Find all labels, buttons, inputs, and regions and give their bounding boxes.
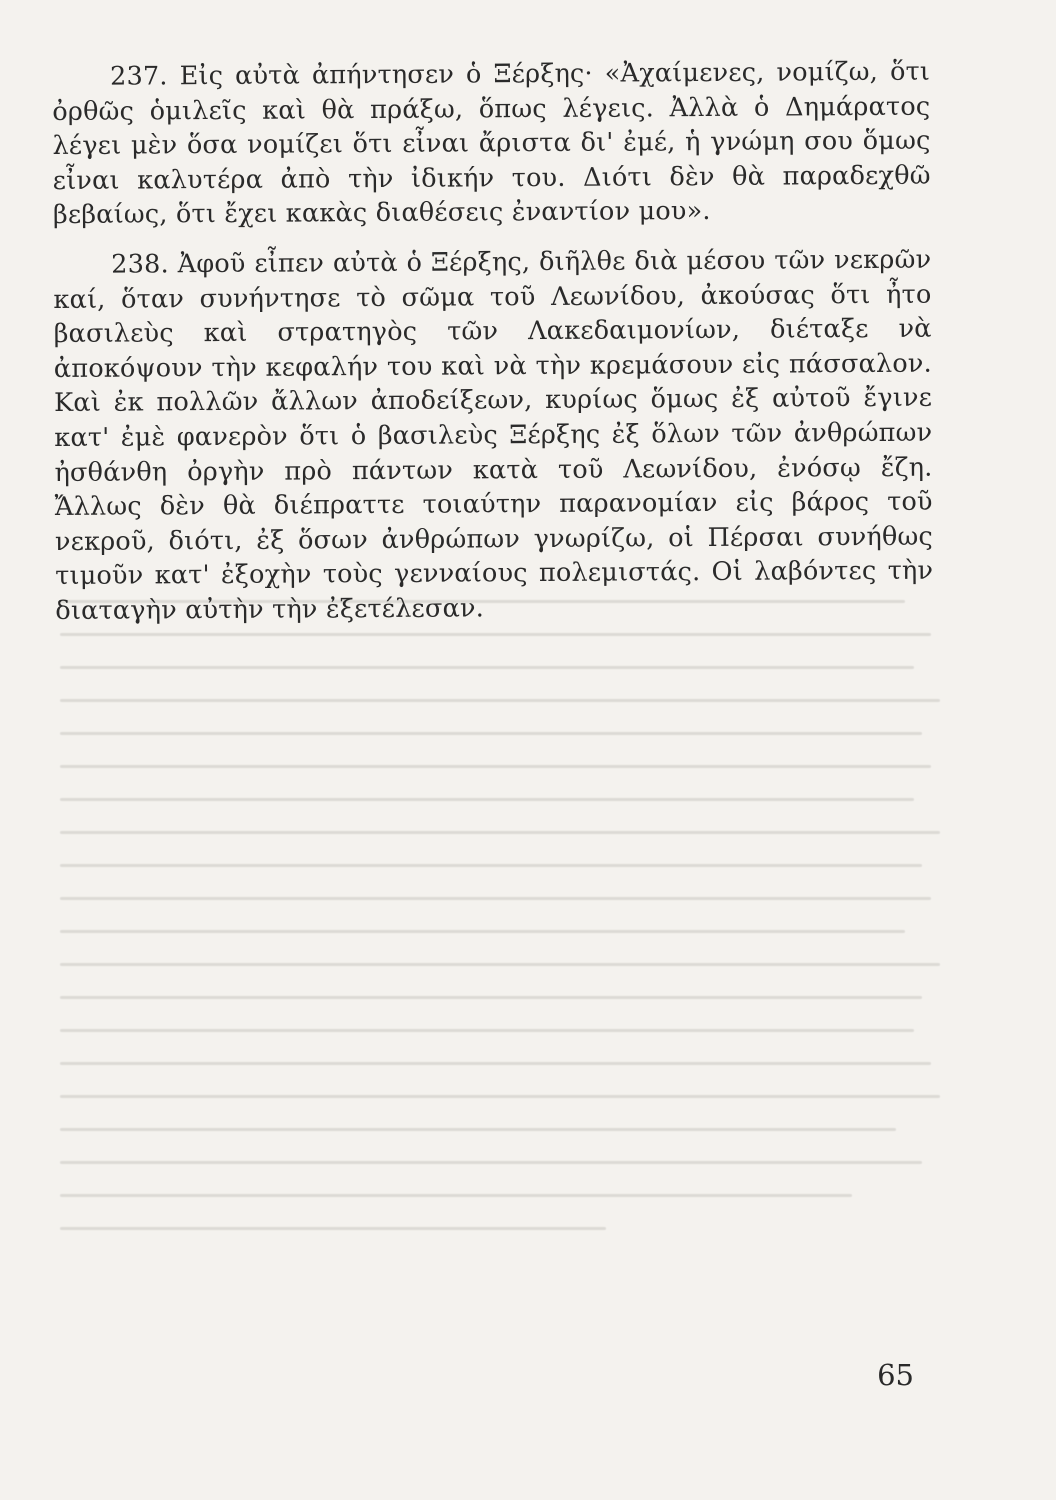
paragraph-text: Εἰς αὐτὰ ἀπήντησεν ὁ Ξέρξης· «Ἀχαίμενες, νομίζω, ὅτι ὀρθῶς ὁμιλεῖς καὶ θὰ πράξω, ὅπως λέγεις. Ἀλλὰ ὁ Δημάρατος λέγει μὲν ὅσα νομίζει ὅτι εἶναι ἄριστα δι' ἐμέ, ἡ γνώμη σου ὅμως εἶναι καλυτέρα ἀπὸ τὴν ἰδικήν του. Διότι δὲν θὰ παραδεχθῶ βεβαίως, ὅτι ἔχει κακὰς διαθέσεις ἐναντίον μου». xyxy=(52,56,931,231)
show-through-text xyxy=(60,600,940,1320)
body-text xyxy=(52,55,934,644)
paragraph-text: Ἀφοῦ εἶπεν αὐτὰ ὁ Ξέρξης, διῆλθε διὰ μέσου τῶν νεκρῶν καί, ὅταν συνήντησε τὸ σῶμα τοῦ Λεωνίδου, ἀκούσας ὅτι ἦτο βασιλεὺς καὶ στρατηγὸς τῶν Λακεδαιμονίων, διέταξε νὰ ἀποκόψουν τὴν κεφαλήν του καὶ νὰ τὴν κρεμάσουν εἰς πάσσαλον. Καὶ ἐκ πολλῶν ἄλλων ἀποδείξεων, κυρίως ὅμως ἐξ αὐτοῦ ἔγινε κατ' ἐμὲ φανερὸν ὅτι ὁ βασιλεὺς Ξέρξης ἐξ ὅλων τῶν ἀνθρώπων ἠσθάνθη ὀργὴν πρὸ πάντων κατὰ τοῦ Λεωνίδου, ἐνόσῳ ἔζη. Ἄλλως δὲν θὰ διέπραττε τοιαύτην παρανομίαν εἰς βάρος τοῦ νεκροῦ, διότι, ἐξ ὅσων ἀνθρώπων γνωρίζω, οἱ Πέρσαι συνήθως τιμοῦν κατ' ἐξοχὴν τοὺς γενναίους πολεμιστάς. Οἱ λαβόντες τὴν διαταγὴν αὐτὴν τὴν ἐξετέλεσαν. xyxy=(53,244,934,626)
section-number: 237. xyxy=(110,61,168,92)
page-number: 65 xyxy=(877,1358,914,1392)
paragraph-237 xyxy=(52,55,931,233)
paragraph-238 xyxy=(53,243,933,629)
section-number: 238. xyxy=(111,249,169,280)
